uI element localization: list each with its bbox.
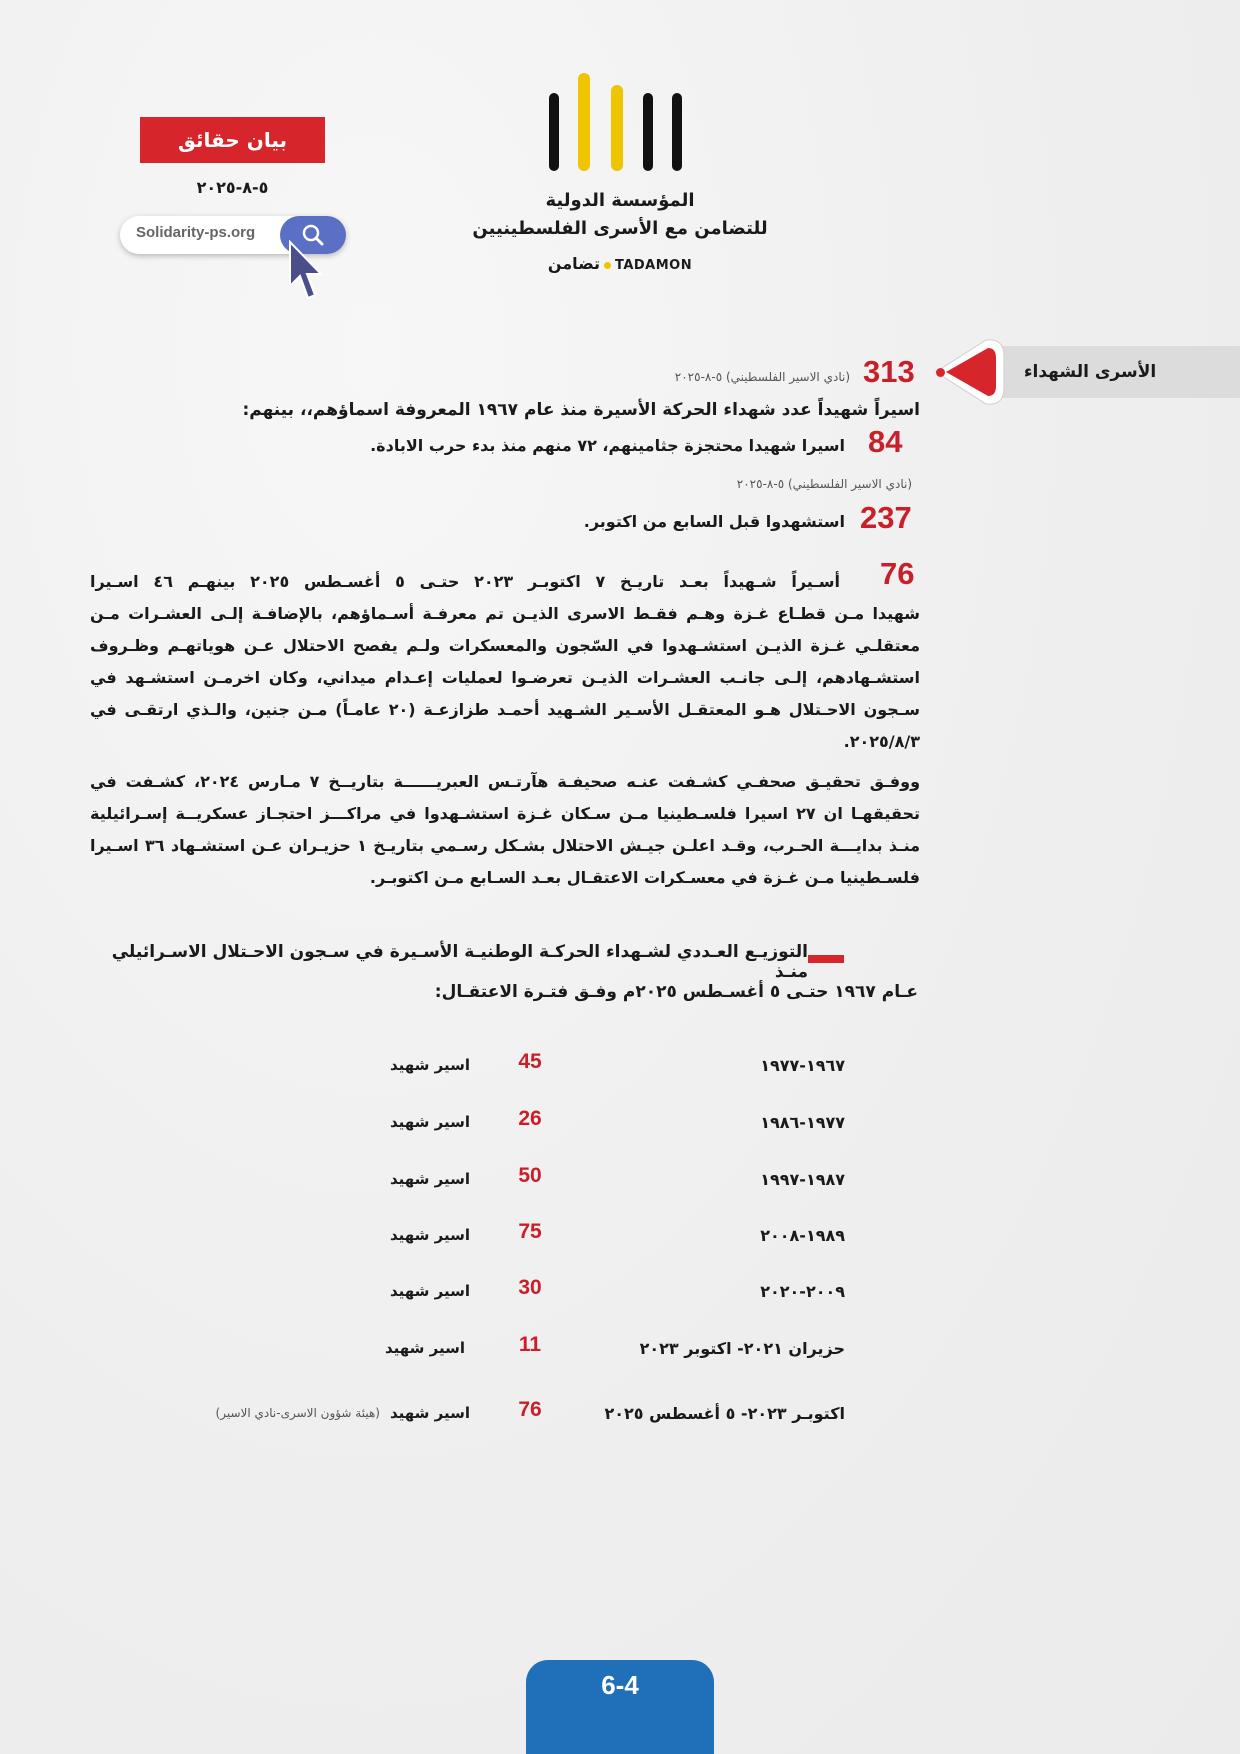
distribution-period: حزيران ٢٠٢١- اكتوبر ٢٠٢٣ <box>639 1339 845 1358</box>
distribution-count: 45 <box>518 1050 542 1073</box>
distribution-label: اسير شهيد <box>384 1339 465 1357</box>
distribution-label: اسير شهيد <box>389 1282 470 1300</box>
distribution-period: ١٩٨٧-١٩٩٧ <box>760 1170 845 1189</box>
brand-dot <box>604 262 611 269</box>
total-martyrs-number: 313 <box>863 354 915 389</box>
total-martyrs-source: (نادي الاسير الفلسطيني) ٥-٨-٢٠٢٥ <box>674 370 850 384</box>
distribution-source: (هيئة شؤون الاسرى-نادي الاسير) <box>215 1406 380 1420</box>
website-url[interactable]: Solidarity-ps.org <box>136 224 256 241</box>
brand-english: TADAMON <box>614 258 693 273</box>
distribution-count: 30 <box>518 1276 542 1299</box>
distribution-label: اسير شهيد <box>389 1056 470 1074</box>
distribution-title-marker <box>808 955 844 963</box>
five-bars-logo-icon <box>545 65 695 175</box>
distribution-count: 50 <box>518 1164 542 1187</box>
page-number-tab: 6-4 <box>526 1660 714 1754</box>
before-october-number: 237 <box>860 500 912 535</box>
held-bodies-text: اسيرا شهيدا محتجزة جثامينهم، ٧٢ منهم منذ بدء حرب الابادة. <box>370 436 845 455</box>
mouse-pointer-icon <box>288 240 324 304</box>
distribution-period: ١٩٨٩-٢٠٠٨ <box>760 1226 845 1245</box>
after-october-number: 76 <box>880 556 915 591</box>
brand-lockup <box>545 254 695 273</box>
distribution-title-line1: التوزيـع العـددي لشـهداء الحركـة الوطنيـة الأسـيرة في سـجون الاحـتلال الاسـرائيلي منـذ <box>111 942 808 982</box>
section-dot <box>936 368 945 377</box>
distribution-period: ٢٠٠٩-٢٠٢٠ <box>760 1282 845 1301</box>
distribution-count: 11 <box>518 1333 542 1356</box>
distribution-count: 26 <box>518 1107 542 1130</box>
org-name-line2: للتضامن مع الأسرى الفلسطينيين <box>472 218 768 239</box>
distribution-count: 76 <box>518 1398 542 1421</box>
held-bodies-number: 84 <box>868 424 903 459</box>
paragraph-haaretz-investigation: ووفـق تحقيـق صحفـي كشـفت عنـه صحيفـة هآرتـس العبريــــــة بتاريــخ ٧ مـارس ٢٠٢٤، كشـفت في تحقيقهـا ان ٢٧ اسيرا فلسـطينيا مـن سـكان غـزة استشـهدوا في مراكـــز احتجـاز عسكريــة إسـرائيلية منـذ بدايـــة الحـرب، وقـد اعلـن جيـش الاحتلال بشـكل رسـمي بتاريـخ ١ حزيـران عـن استشـهاد ٣٦ اسـيرا فلسـطينيا مـن غـزة في معسـكرات الاعتقـال بعـد السـابع مـن اكتوبـر. <box>90 772 921 887</box>
distribution-period: ١٩٧٧-١٩٨٦ <box>760 1113 845 1132</box>
distribution-count: 75 <box>518 1220 542 1243</box>
before-october-text: استشهدوا قبل السابع من اكتوبر. <box>583 512 845 531</box>
paragraph-after-october-rest: شهيدا مـن قطـاع غـزة وهـم فقـط الاسرى الذيـن تم معرفـة أسـماؤهم، بالإضافـة إلـى العشـرات مـن معتقلـي غـزة الذيـن استشـهدوا في السّجون والمعسكرات ولـم يفصح الاحتلال عـن هوياتهـم وظـروف استشـهادهم، إلـى جانـب العشـرات الذيـن تعرضـوا لعمليات إعـدام ميداني، وكان اخرمـن استشـهد في سـجون الاحـتلال هـو المعتقـل الأسـير الشـهيد أحمـد طزازعـة (٢٠ عامـاً) مـن جنين، والـذي ارتقـى في ٢٠٢٥/٨/٣. <box>90 604 920 751</box>
section-tab-label: الأسرى الشهداء <box>1023 362 1157 382</box>
org-name-line1: المؤسسة الدولية <box>545 190 695 211</box>
distribution-title-line2: عـام ١٩٦٧ حتـى ٥ أغسـطس ٢٠٢٥م وفـق فتـرة الاعتقـال: <box>434 982 918 1002</box>
distribution-period: ١٩٦٧-١٩٧٧ <box>760 1056 845 1075</box>
distribution-period: اكتوبـر ٢٠٢٣- ٥ أغسطس ٢٠٢٥ <box>604 1404 845 1423</box>
distribution-label: اسير شهيد <box>389 1170 470 1188</box>
held-bodies-source: (نادي الاسير الفلسطيني) ٥-٨-٢٠٢٥ <box>736 477 912 491</box>
brand-arabic: تضامن <box>547 254 600 273</box>
distribution-label: اسير شهيد <box>389 1404 470 1422</box>
document-date: ٥-٨-٢٠٢٥ <box>196 178 269 197</box>
distribution-label: اسير شهيد <box>389 1226 470 1244</box>
distribution-label: اسير شهيد <box>389 1113 470 1131</box>
paragraph-after-october-first-line: أسـيراً شـهيداً بعـد تاريـخ ٧ اكتوبـر ٢٠٢٣ حتـى ٥ أغسـطس ٢٠٢٥ بينهـم ٤٦ اسـيرا <box>90 572 840 591</box>
total-martyrs-text: اسيراً شهيداً عدد شهداء الحركة الأسيرة منذ عام ١٩٦٧ المعروفة اسماؤهم،، بينهم: <box>242 400 920 420</box>
paragraph-after-october <box>90 566 920 758</box>
fact-sheet-badge: بيان حقائق <box>140 117 325 163</box>
